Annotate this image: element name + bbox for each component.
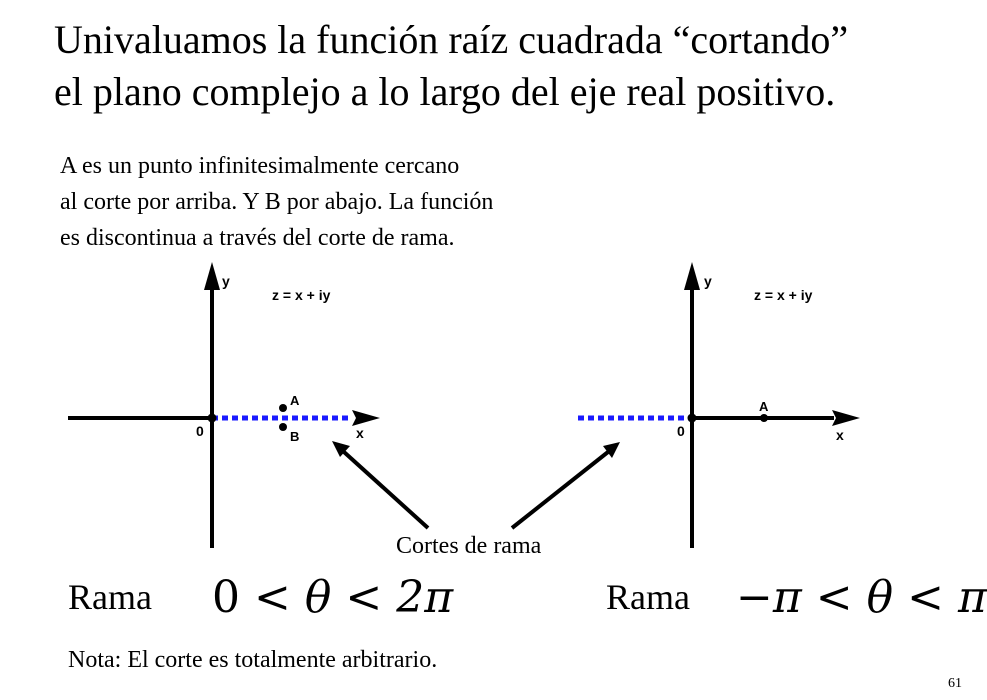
rama-left-label: Rama [68, 577, 152, 617]
left-y-arrowhead [204, 262, 220, 290]
left-y-label: y [222, 273, 230, 289]
right-origin-label: 0 [677, 423, 685, 439]
rama-left-theta: θ [304, 572, 332, 623]
rama-right-lhs: −π [736, 572, 802, 623]
explanation-line-2: al corte por arriba. Y B por abajo. La función [60, 189, 494, 215]
left-x-label: x [356, 425, 364, 441]
rama-left-lt2: < [345, 572, 383, 623]
rama-left-rhs: 2π [396, 572, 454, 623]
left-label-a: A [290, 393, 300, 408]
left-origin-label: 0 [196, 423, 204, 439]
explanation-line-1: A es un punto infinitesimalmente cercano [60, 153, 460, 179]
right-x-arrowhead [832, 410, 860, 426]
rama-right-lt2: < [907, 572, 945, 623]
right-y-arrowhead [684, 262, 700, 290]
page-number: 61 [948, 676, 962, 691]
rama-right-lt1: < [815, 572, 853, 623]
cortes-arrows [332, 441, 620, 528]
rama-left-lhs: 0 [212, 572, 240, 623]
left-origin-point [208, 414, 217, 423]
rama-right-inequality [736, 572, 987, 624]
rama-right-label: Rama [606, 577, 690, 617]
right-point-a [760, 414, 768, 422]
left-x-arrowhead [352, 410, 380, 426]
cortes-de-rama-label: Cortes de rama [396, 533, 542, 559]
left-plot [68, 262, 380, 548]
right-x-label: x [836, 427, 844, 443]
rama-left-lt1: < [254, 572, 291, 623]
left-point-b [279, 423, 287, 431]
footnote: Nota: El corte es totalmente arbitrario. [68, 647, 438, 673]
right-label-a: A [759, 399, 769, 414]
left-point-a [279, 404, 287, 412]
rama-right-rhs: π [958, 572, 987, 623]
rama-right-theta: θ [866, 572, 894, 623]
rama-left-inequality [212, 572, 453, 624]
title-line-1: Univaluamos la función raíz cuadrada “cortando” [54, 17, 849, 62]
right-origin-point [688, 414, 697, 423]
explanation-line-3: es discontinua a través del corte de rama. [60, 225, 455, 251]
left-equation: z = x + iy [272, 287, 331, 303]
right-plot [578, 262, 860, 548]
right-equation: z = x + iy [754, 287, 813, 303]
title-line-2: el plano complejo a lo largo del eje real positivo. [54, 69, 836, 114]
arrow-to-right-cut [512, 452, 608, 528]
right-y-label: y [704, 273, 712, 289]
left-label-b: B [290, 429, 300, 444]
arrow-to-left-cut [344, 452, 428, 528]
